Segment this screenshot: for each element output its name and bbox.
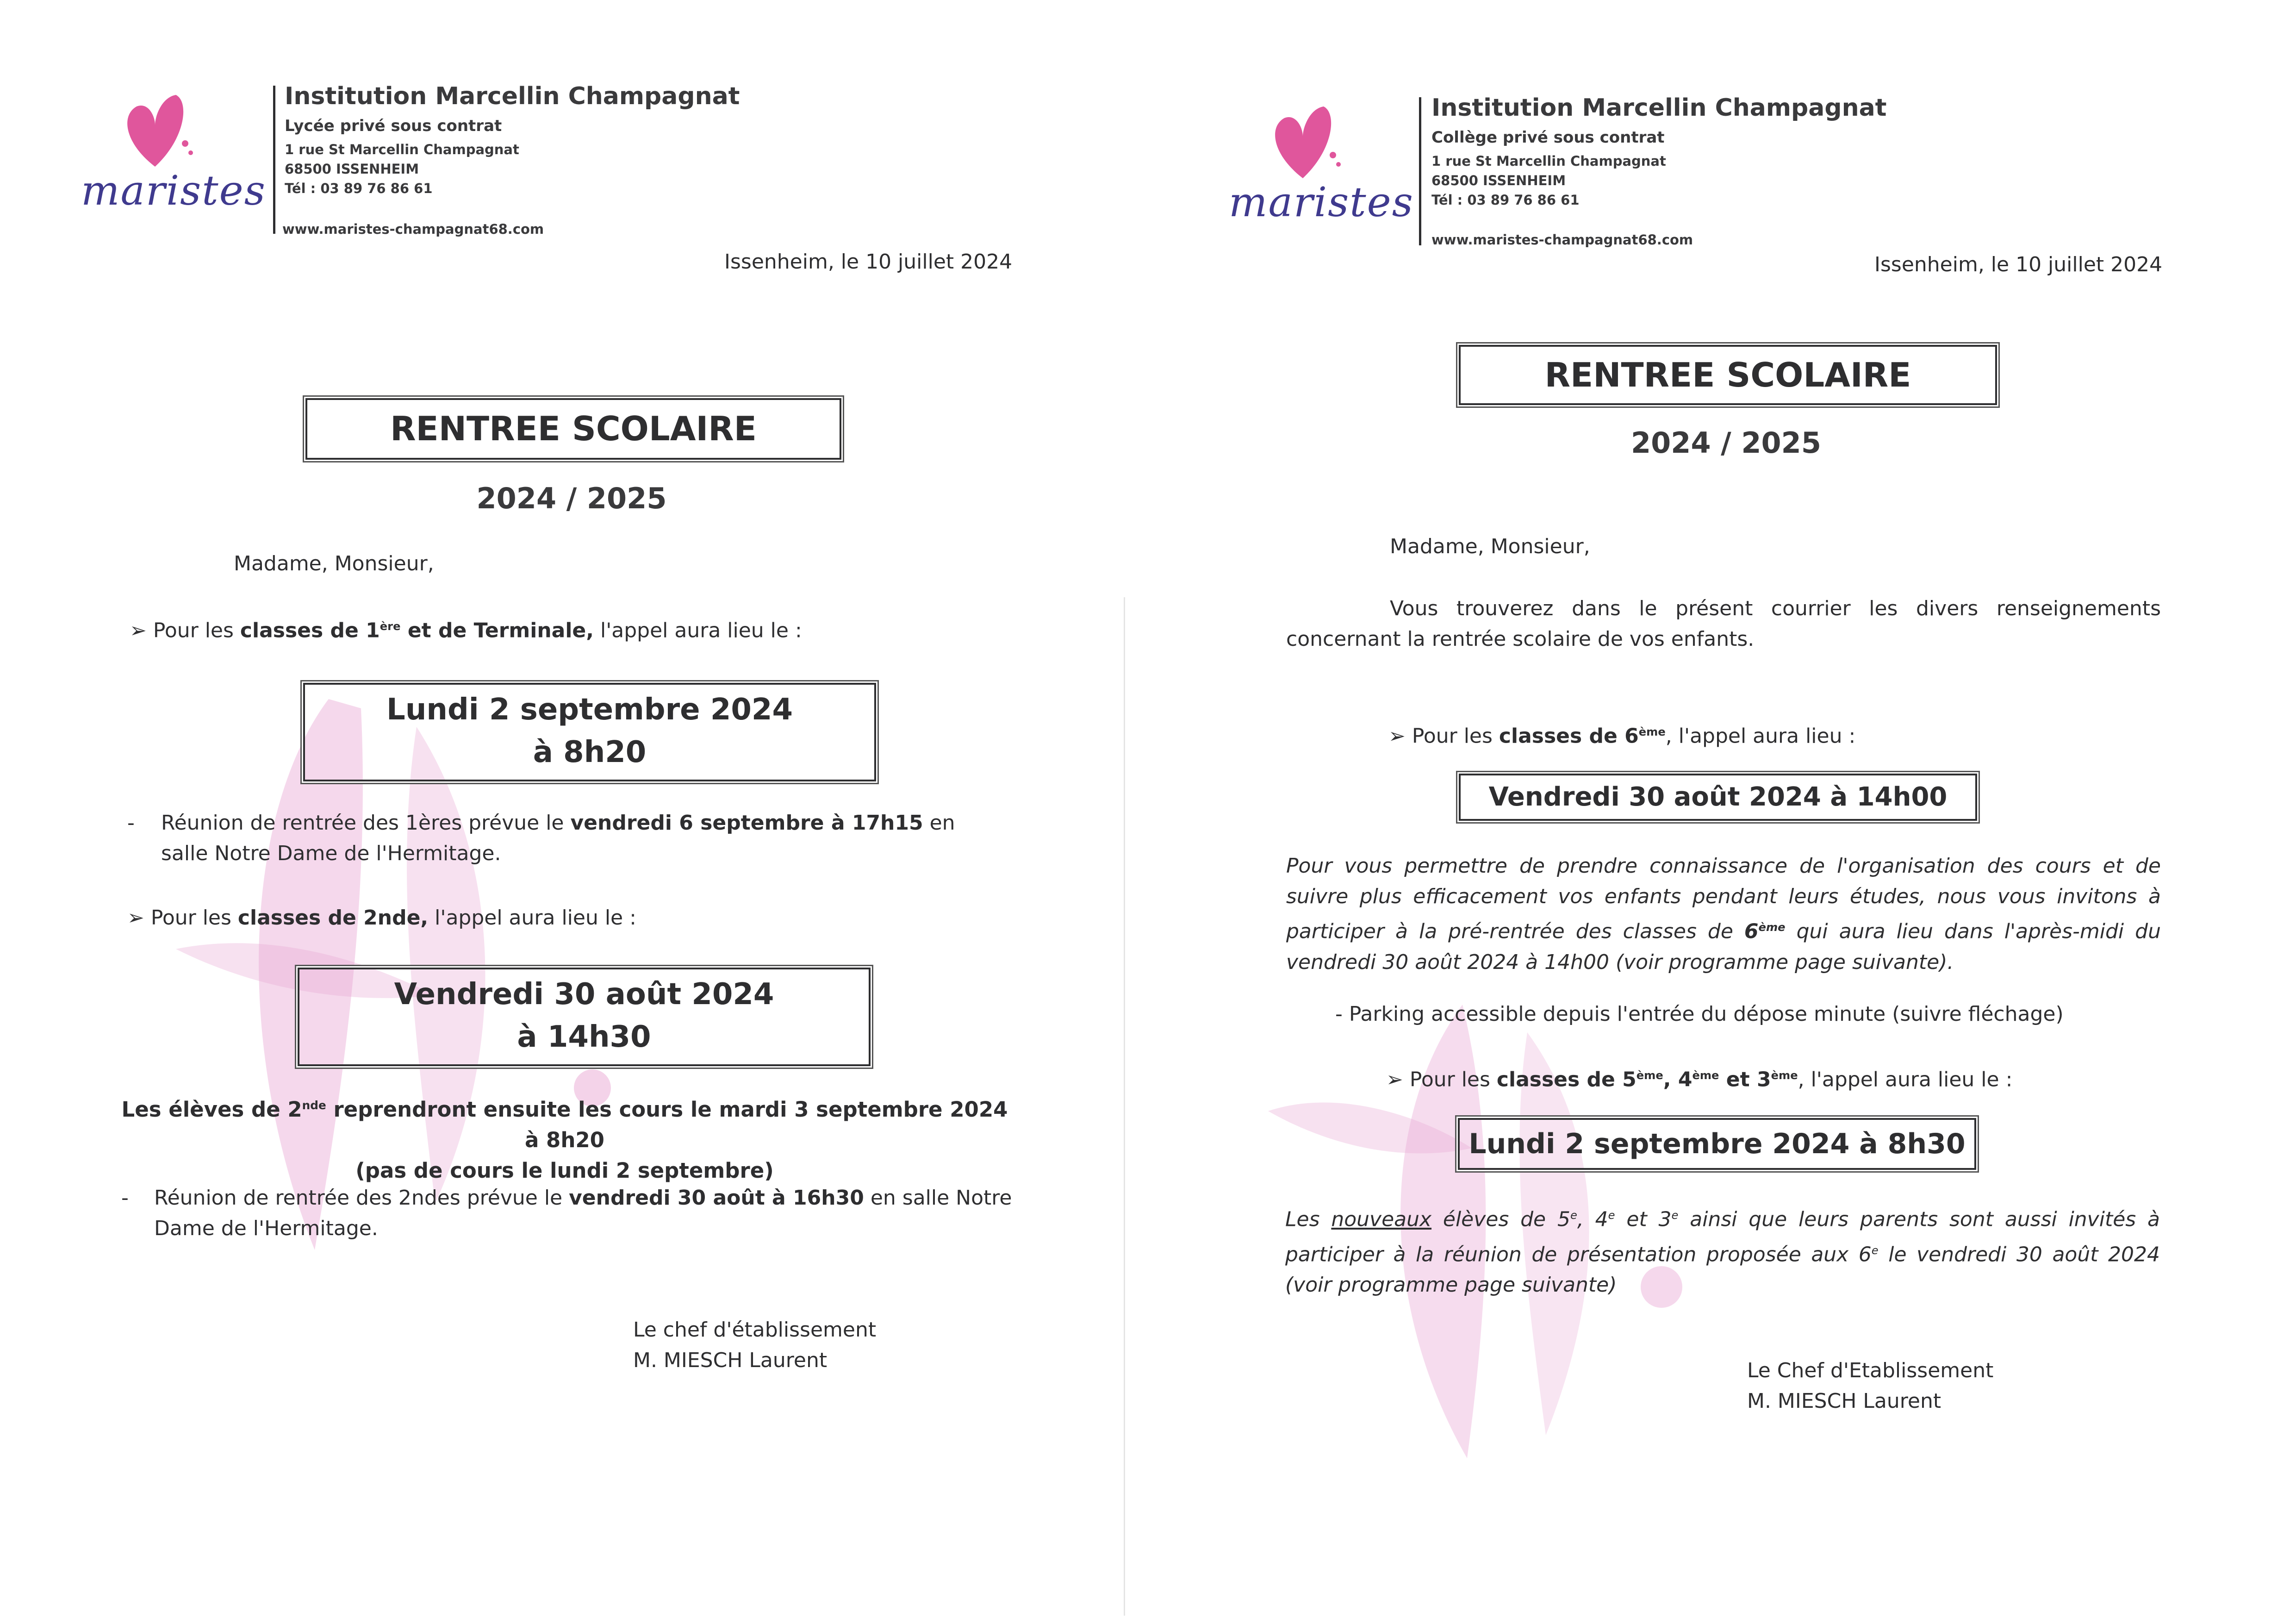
reunion-1eres: Réunion de rentrée des 1ères prévue le vendredi 6 septembre à 17h15 en salle Notre Dame de l'Hermitage.: [161, 811, 955, 865]
address-line-1: 1 rue St Marcellin Champagnat: [1431, 153, 1666, 169]
paragraph-2nde: ➢ Pour les classes de 2nde, l'appel aura lieu le :: [127, 906, 636, 930]
date-box-1ere: [303, 683, 876, 781]
phone: Tél : 03 89 76 86 61: [285, 181, 433, 196]
dash: -: [127, 811, 135, 835]
paragraph-6eme: ➢ Pour les classes de 6ème, l'appel aura lieu :: [1388, 724, 1856, 748]
title-box: [1459, 345, 1997, 405]
nouveaux-eleves-paragraph: Les nouveaux élèves de 5e, 4e et 3e ainsi que leurs parents sont aussi invités à participer à la réunion de présentation proposée aux 6e le vendredi 30 août 2024 (voir programme page suivante): [1285, 1207, 2160, 1297]
institution-name: Institution Marcellin Champagnat: [1431, 94, 1887, 122]
letter-date: Issenheim, le 10 juillet 2024: [724, 250, 1013, 274]
letter-title: RENTREE SCOLAIRE: [1544, 356, 1911, 394]
letter-date: Issenheim, le 10 juillet 2024: [1874, 253, 2163, 276]
paragraph-1ere-terminale: ➢ Pour les classes de 1ère et de Terminale, l'appel aura lieu le :: [130, 618, 802, 643]
date-box-2nde: [298, 968, 871, 1066]
school-type: Lycée privé sous contrat: [285, 117, 502, 135]
paragraph-5-4-3eme: ➢ Pour les classes de 5ème, 4ème et 3ème, l'appel aura lieu le :: [1386, 1068, 2013, 1092]
phone: Tél : 03 89 76 86 61: [1431, 192, 1580, 208]
signature-name: M. MIESCH Laurent: [633, 1349, 828, 1372]
header-divider: [273, 86, 275, 234]
right-letter: [1125, 0, 2296, 1624]
website: www.maristes-champagnat68.com: [1431, 232, 1693, 248]
address-line-1: 1 rue St Marcellin Champagnat: [285, 142, 519, 157]
signature-name: M. MIESCH Laurent: [1747, 1389, 1941, 1413]
maristes-heart-logo: [116, 88, 194, 171]
dash: -: [121, 1186, 129, 1210]
date-box-5-4-3eme: [1458, 1118, 1976, 1170]
header-divider: [1419, 97, 1421, 245]
signature-title: Le chef d'établissement: [633, 1318, 877, 1342]
address-line-2: 68500 ISSENHEIM: [1431, 173, 1566, 188]
note-2nde: Les élèves de 2nde reprendront ensuite les cours le mardi 3 septembre 2024 à 8h20 (pas de cours le lundi 2 septembre): [121, 1097, 1008, 1183]
intro-paragraph: Vous trouverez dans le présent courrier les divers renseignements concernant la rentrée scolaire de vos enfants.: [1286, 597, 2161, 651]
logo-text: maristes: [81, 167, 266, 214]
institution-name: Institution Marcellin Champagnat: [285, 82, 740, 110]
date-box-6eme-text: Vendredi 30 août 2024 à 14h00: [1488, 782, 1948, 812]
address-line-2: 68500 ISSENHEIM: [285, 161, 419, 177]
signature-title: Le Chef d'Etablissement: [1747, 1359, 1994, 1382]
letter-title: RENTREE SCOLAIRE: [390, 409, 757, 448]
date-box-1ere-line1: Lundi 2 septembre 2024: [386, 693, 793, 727]
school-type: Collège privé sous contrat: [1431, 128, 1665, 147]
salutation: Madame, Monsieur,: [234, 552, 434, 575]
title-box: [305, 398, 841, 460]
website: www.maristes-champagnat68.com: [282, 221, 544, 237]
parking-note: - Parking accessible depuis l'entrée du dépose minute (suivre fléchage): [1335, 1002, 2064, 1026]
date-box-6eme: [1459, 774, 1977, 821]
maristes-heart-logo: [1263, 100, 1342, 183]
salutation: Madame, Monsieur,: [1390, 535, 1590, 558]
date-box-2nde-line1: Vendredi 30 août 2024: [394, 977, 774, 1012]
reunion-2ndes: Réunion de rentrée des 2ndes prévue le vendredi 30 août à 16h30 en salle Notre Dame de l'Hermitage.: [154, 1186, 1012, 1240]
school-year: 2024 / 2025: [1631, 426, 1821, 460]
date-box-5-4-3eme-text: Lundi 2 septembre 2024 à 8h30: [1468, 1128, 1966, 1160]
school-year: 2024 / 2025: [476, 481, 667, 515]
logo-text: maristes: [1229, 178, 1414, 226]
date-box-2nde-line2: à 14h30: [517, 1020, 651, 1054]
left-letter: [0, 0, 1125, 1624]
pre-rentree-paragraph: Pour vous permettre de prendre connaissance de l'organisation des cours et de suivre plus efficacement vos enfants pendant leurs études, nous vous invitons à participer à la pré-rentrée des classes de 6ème qui aura lieu dans l'après-midi du vendredi 30 août 2024 à 14h00 (voir programme page suivante).: [1286, 854, 2161, 974]
date-box-1ere-line2: à 8h20: [533, 735, 647, 769]
